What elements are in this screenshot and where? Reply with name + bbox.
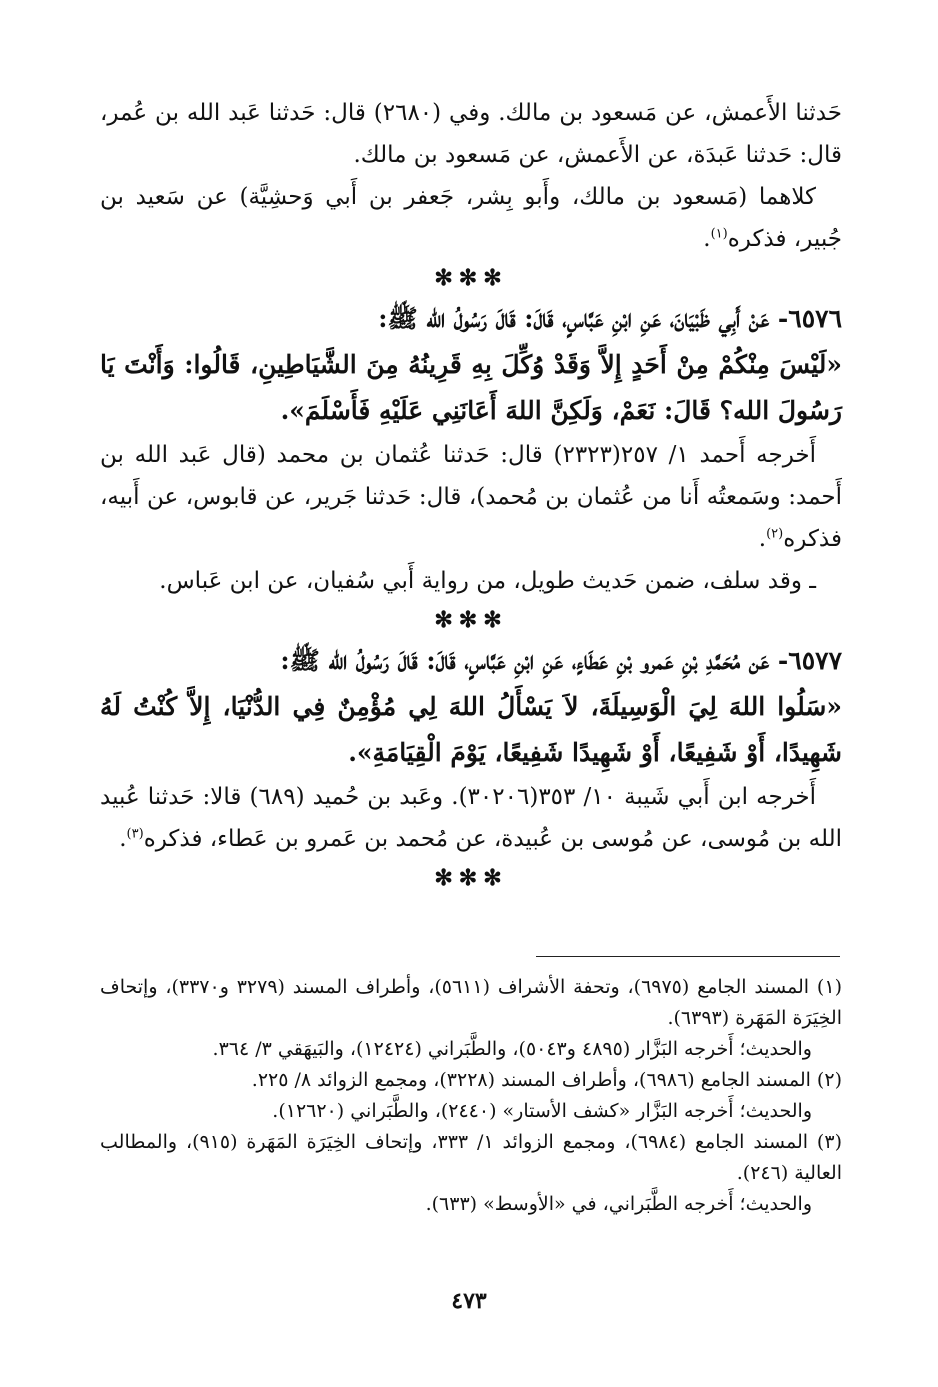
page-number: ٤٧٣ (451, 1288, 487, 1314)
hadith-6576-matn: «لَيْسَ مِنْكُمْ مِنْ أَحَدٍ إِلاَّ وَقَدْ وُكِّلَ بِهِ قَرِينُهُ مِنَ الشَّيَاطِينِ، قَالُوا: وَأَنْتَ يَا رَسُولَ الله؟ قَالَ: نَعَمْ، وَلَكِنَّ اللهَ أَعَانَنِي عَلَيْهِ فَأَسْلَمَ». (100, 350, 842, 425)
footnote-ref-3[interactable]: (٣) (126, 826, 144, 842)
footnote-1: (١) المسند الجامع (٦٩٧٥)، وتحفة الأشراف (٥٦١١)، وأطراف المسند (٣٢٧٩ و٣٣٧٠)، وإتحاف الخِيَرَة المَهَرة (٦٣٩٣). (100, 976, 842, 1029)
hadith-isnad: عَنْ أَبِي ظَبْيَانَ، عَنِ ابْنِ عَبَّاسٍ، قَالَ: قَالَ رَسُولُ الله ﷺ: (378, 304, 770, 333)
footnotes (100, 972, 842, 1220)
hadith-number: ٦٥٧٧- (777, 646, 842, 675)
period: . (119, 826, 127, 852)
section-separator: ✻✻✻ (434, 607, 508, 633)
takhrij-6577 (100, 776, 842, 860)
hadith-6577-matn: «سَلُوا اللهَ لِيَ الْوَسِيلَةَ، لاَ يَسْأَلُ اللهَ لِي مُؤْمِنٌ فِي الدُّنْيَا، إِلاَّ كُنْتُ لَهُ شَهِيدًا، أَوْ شَفِيعًا، أَوْ شَهِيدًا شَفِيعًا، يَوْمَ الْقِيَامَةِ». (100, 692, 842, 767)
section-separator: ✻✻✻ (434, 865, 508, 891)
footnote-3-hadith: والحديث؛ أَخرجه الطَّبَراني، في «الأوسط» (٦٣٣). (425, 1193, 812, 1215)
takhrij-text: أَخرجه ابن أَبي شَيبة ١٠/ ٣٥٣(٣٠٢٠٦). وعَبد بن حُميد (٦٨٩) قالا: حَدثنا عُبيد الله بن مُوسى، عن مُوسى بن عُبيدة، عن مُحمد بن عَمرو بن عَطاء، فذكره (100, 784, 842, 852)
period: . (758, 526, 767, 552)
section-separator: ✻✻✻ (434, 265, 508, 291)
footnote-divider (536, 956, 840, 957)
period: . (703, 226, 711, 252)
hadith-6576-isnad (100, 296, 842, 342)
footnote-ref-2[interactable]: (٢) (766, 526, 784, 542)
footnote-ref-1[interactable]: (١) (710, 226, 728, 242)
footnote-2: (٢) المسند الجامع (٦٩٨٦)، وأطراف المسند (٣٢٢٨)، ومجمع الزوائد ٨/ ٢٢٥. (251, 1069, 842, 1091)
hadith-6577-isnad (100, 638, 842, 684)
footnote-2-hadith: والحديث؛ أَخرجه البَزَّار «كشف الأستار» (٢٤٤٠)، والطَّبَراني (١٢٦٢٠). (272, 1100, 812, 1122)
paragraph-isnad-continuation: حَدثنا الأَعمش، عن مَسعود بن مالك. وفي (٢٦٨٠) قال: حَدثنا عَبد الله بن عُمر، قال: حَدثنا عَبدَة، عن الأَعمش، عن مَسعود بن مالك. (100, 100, 842, 168)
paragraph-text: كلاهما (مَسعود بن مالك، وأَبو بِشر، جَعفر بن أَبي وَحشِيَّة) عن سَعيد بن جُبير، فذكره (100, 184, 842, 252)
footnote-1-hadith: والحديث؛ أَخرجه البَزَّار (٤٨٩٥ و٥٠٤٣)، والطَّبَراني (١٢٤٢٤)، والبَيهَقي ٣/ ٣٦٤. (212, 1038, 812, 1060)
hadith-isnad: عَن مُحَمَّدِ بْنِ عَمرو بْنِ عَطَاءٍ، عَنِ ابْنِ عَبَّاسٍ، قَالَ: قَالَ رَسُولُ الله ﷺ: (280, 646, 770, 675)
main-text (100, 92, 842, 896)
takhrij-6576 (100, 434, 842, 560)
footnote-3: (٣) المسند الجامع (٦٩٨٤)، ومجمع الزوائد ١/ ٣٣٣، وإتحاف الخِيَرَة المَهَرة (٩١٥)، والمطالب العالية (٢٤٦). (100, 1131, 842, 1184)
paragraph-kilahuma (100, 176, 842, 260)
hadith-number: ٦٥٧٦- (777, 304, 842, 333)
cross-reference-note: ـ وقد سلف، ضمن حَديث طويل، من رواية أَبي سُفيان، عن ابن عَباس. (159, 568, 816, 594)
takhrij-text: أَخرجه أَحمد ١/ ٢٥٧(٢٣٢٣) قال: حَدثنا عُثمان بن محمد (قال عَبد الله بن أَحمد: وسَمعتُه أَنا من عُثمان بن مُحمد)، قال: حَدثنا جَرير، عن قابوس، عن أَبيه، فذكره (100, 442, 842, 552)
